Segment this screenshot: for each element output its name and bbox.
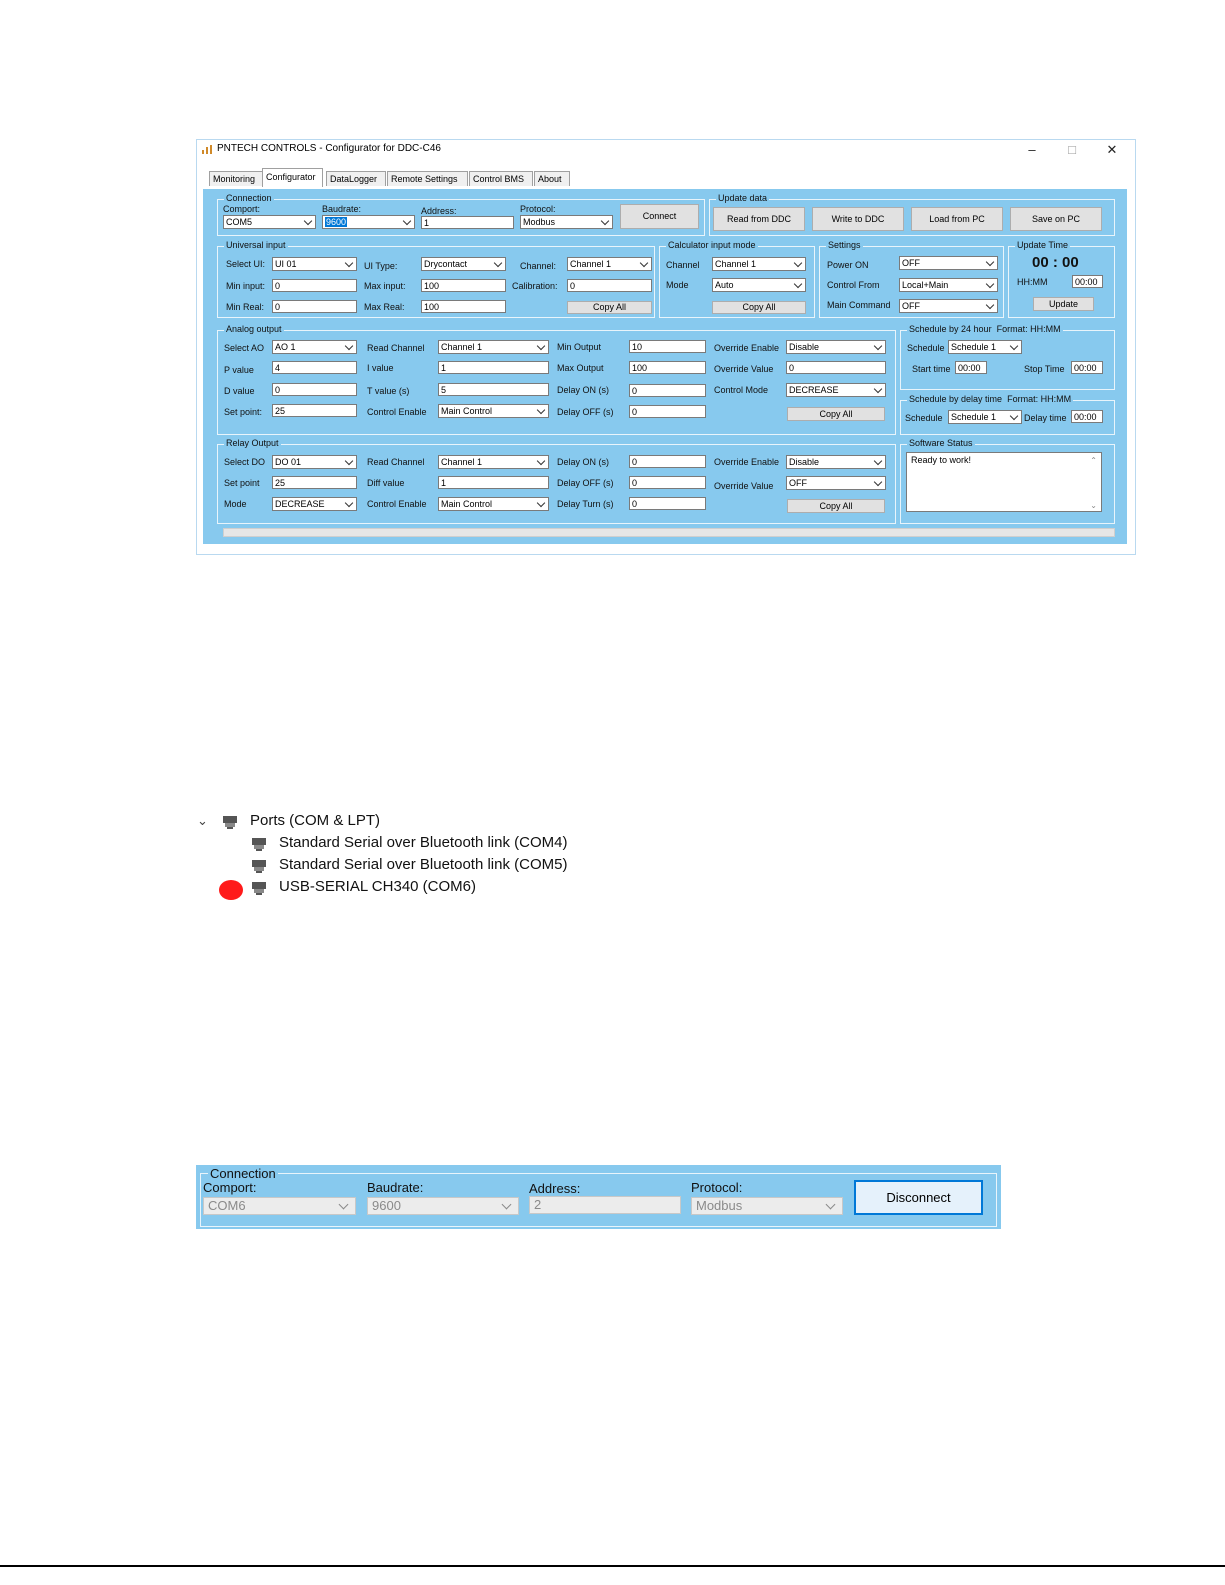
comport-select-disabled[interactable] — [203, 1197, 356, 1215]
min-real-label: Min Real: — [226, 302, 265, 312]
chevron-down-icon — [537, 499, 545, 507]
select-ao-value: AO 1 — [275, 342, 296, 352]
chevron-down-icon — [986, 258, 994, 266]
configurator-window — [196, 139, 1136, 555]
address-input[interactable]: 1 — [421, 216, 514, 229]
connection-title: Connection — [226, 193, 272, 203]
hhmm-label: HH:MM — [1017, 277, 1048, 287]
schedule-delay-value: Schedule 1 — [951, 412, 997, 422]
ao-override-enable-dropdown[interactable] — [786, 340, 886, 354]
ao-control-enable-label: Control Enable — [367, 407, 427, 417]
schedule-delay-format: Format: HH:MM — [1007, 394, 1072, 404]
delay-time-label: Delay time — [1024, 413, 1067, 423]
do-control-enable-value: Main Control — [441, 499, 493, 509]
baudrate-value: 9600 — [326, 217, 347, 227]
protocol-select[interactable] — [520, 215, 613, 229]
protocol-value-2: Modbus — [696, 1198, 743, 1213]
connection-title-2: Connection — [210, 1166, 276, 1181]
do-delay-on-input[interactable]: 0 — [629, 455, 706, 468]
control-mode-label: Control Mode — [714, 385, 769, 395]
ao-read-channel-label: Read Channel — [367, 343, 425, 353]
schedule-delay-label: Schedule — [905, 413, 943, 423]
max-input-label: Max input: — [364, 281, 406, 291]
schedule-24h-label: Schedule — [907, 343, 945, 353]
chevron-down-icon — [874, 478, 882, 486]
chevron-down-icon — [502, 1200, 512, 1210]
calc-mode-label: Mode — [666, 280, 689, 290]
p-value-input[interactable]: 4 — [272, 361, 357, 374]
main-command-value: OFF — [902, 301, 920, 311]
power-on-dropdown[interactable] — [899, 256, 998, 270]
baudrate-select-disabled[interactable] — [367, 1197, 519, 1215]
tab-control-bms[interactable]: Control BMS — [469, 171, 533, 186]
delay-time-input[interactable]: 00:00 — [1071, 410, 1103, 423]
serial-port-icon — [251, 859, 267, 873]
channel-label: Channel: — [520, 261, 557, 271]
do-mode-label: Mode — [224, 499, 247, 509]
protocol-select-disabled[interactable] — [691, 1197, 843, 1215]
ao-override-value-label: Override Value — [714, 364, 774, 374]
min-output-input[interactable]: 10 — [629, 340, 706, 353]
connect-button[interactable]: Connect — [620, 204, 699, 229]
device-com5[interactable]: Standard Serial over Bluetooth link (COM5) — [279, 856, 568, 873]
min-output-label: Min Output — [557, 342, 602, 352]
app-icon — [201, 144, 213, 155]
ui-type-value: Drycontact — [424, 259, 468, 269]
load-from-pc-button[interactable]: Load from PC — [911, 207, 1003, 231]
calc-copy-all-button[interactable]: Copy All — [712, 301, 806, 314]
chevron-down-icon — [794, 280, 802, 288]
configurator-panel — [201, 187, 1129, 546]
update-time-title: Update Time — [1017, 240, 1069, 250]
ui-type-label: UI Type: — [364, 261, 398, 271]
d-value-label: D value — [224, 386, 255, 396]
analog-output-title: Analog output — [226, 324, 282, 334]
delay-turn-label: Delay Turn (s) — [557, 499, 614, 509]
select-do-dropdown[interactable] — [272, 455, 357, 469]
tab-configurator[interactable]: Configurator — [262, 168, 323, 187]
title-bar — [197, 140, 1135, 160]
do-read-channel-dropdown[interactable] — [438, 455, 549, 469]
do-override-value-label: Override Value — [714, 481, 774, 491]
ports-category-label[interactable]: Ports (COM & LPT) — [250, 812, 381, 829]
disconnect-button[interactable]: Disconnect — [854, 1180, 983, 1215]
connection-disconnect-panel — [196, 1165, 1001, 1229]
stop-time-label: Stop Time — [1024, 364, 1065, 374]
chevron-down-icon — [304, 217, 312, 225]
max-real-label: Max Real: — [364, 302, 405, 312]
baudrate-label: Baudrate: — [322, 204, 362, 214]
do-read-channel-label: Read Channel — [367, 457, 425, 467]
tab-about[interactable]: About — [534, 171, 570, 186]
do-override-enable-dropdown[interactable] — [786, 455, 886, 469]
chevron-down-icon — [874, 385, 882, 393]
relay-output-title: Relay Output — [226, 438, 279, 448]
ao-set-point-input[interactable]: 25 — [272, 404, 357, 417]
comport-select[interactable] — [223, 215, 316, 229]
schedule-24h-format: Format: HH:MM — [996, 324, 1061, 334]
chevron-down-icon — [345, 457, 353, 465]
control-from-dropdown[interactable] — [899, 278, 998, 292]
schedule-delay-dropdown[interactable] — [948, 410, 1022, 424]
maximize-button[interactable]: □ — [1068, 142, 1076, 157]
chevron-down-icon — [601, 217, 609, 225]
do-override-enable-label: Override Enable — [714, 457, 780, 467]
chevron-down-icon — [537, 457, 545, 465]
ao-delay-on-label: Delay ON (s) — [557, 385, 610, 395]
t-value-label: T value (s) — [367, 386, 410, 396]
schedule-delay-title — [907, 394, 1073, 404]
start-time-input[interactable]: 00:00 — [955, 361, 987, 374]
hhmm-input[interactable]: 00:00 — [1072, 275, 1103, 288]
close-button[interactable]: ✕ — [1106, 142, 1118, 157]
chevron-down-icon — [345, 259, 353, 267]
d-value-input[interactable]: 0 — [272, 383, 357, 396]
tab-monitoring[interactable]: Monitoring — [209, 171, 263, 186]
control-from-value: Local+Main — [902, 280, 949, 290]
min-input-field[interactable]: 0 — [272, 279, 357, 292]
do-copy-all-button[interactable]: Copy All — [787, 499, 885, 513]
max-output-label: Max Output — [557, 363, 604, 373]
diff-value-input[interactable]: 1 — [438, 476, 549, 489]
main-command-dropdown[interactable] — [899, 299, 998, 313]
scroll-down-icon[interactable]: ⌄ — [1090, 501, 1097, 510]
read-from-ddc-button[interactable]: Read from DDC — [713, 207, 805, 231]
schedule-24h-dropdown[interactable] — [948, 340, 1022, 354]
do-mode-value: DECREASE — [275, 499, 325, 509]
baudrate-value-2: 9600 — [372, 1198, 401, 1213]
delay-turn-input[interactable]: 0 — [629, 497, 706, 510]
channel-value: Channel 1 — [570, 259, 612, 269]
do-delay-on-label: Delay ON (s) — [557, 457, 610, 467]
device-com6[interactable]: USB-SERIAL CH340 (COM6) — [279, 878, 476, 895]
select-ao-dropdown[interactable] — [272, 340, 357, 354]
do-override-value-dropdown[interactable] — [786, 476, 886, 490]
write-to-ddc-button[interactable]: Write to DDC — [812, 207, 904, 231]
chevron-down-icon — [537, 342, 545, 350]
schedule-24h-value: Schedule 1 — [951, 342, 997, 352]
address-label-2: Address: — [529, 1181, 581, 1196]
do-delay-off-label: Delay OFF (s) — [557, 478, 614, 488]
select-ui-label: Select UI: — [226, 259, 266, 269]
calibration-field[interactable]: 0 — [567, 279, 652, 292]
address-label: Address: — [421, 206, 457, 216]
power-on-label: Power ON — [827, 260, 869, 270]
select-do-label: Select DO — [224, 457, 266, 467]
baudrate-label-2: Baudrate: — [367, 1180, 424, 1195]
t-value-input[interactable]: 5 — [438, 383, 549, 396]
ao-delay-on-input[interactable]: 0 — [629, 384, 706, 397]
select-ui-dropdown[interactable] — [272, 257, 357, 271]
progress-bar — [223, 528, 1115, 537]
baudrate-select[interactable] — [322, 215, 415, 229]
chevron-down-icon — [874, 457, 882, 465]
chevron-down-icon — [494, 259, 502, 267]
calc-mode-dropdown[interactable] — [712, 278, 806, 292]
schedule-24h-group — [900, 324, 1115, 390]
device-com4[interactable]: Standard Serial over Bluetooth link (COM4) — [279, 834, 568, 851]
do-override-value-value: OFF — [789, 478, 807, 488]
calc-channel-dropdown[interactable] — [712, 257, 806, 271]
protocol-value: Modbus — [523, 217, 556, 227]
do-control-enable-dropdown[interactable] — [438, 497, 549, 511]
calculator-input-title: Calculator input mode — [668, 240, 756, 250]
do-override-enable-value: Disable — [789, 457, 820, 467]
serial-port-icon — [251, 881, 267, 895]
tab-remote-settings[interactable]: Remote Settings — [387, 171, 468, 186]
chevron-down-icon — [986, 280, 994, 288]
min-input-label: Min input: — [226, 281, 266, 291]
comport-label: Comport: — [223, 204, 261, 214]
window-title: PNTECH CONTROLS - Configurator for DDC-C46 — [217, 143, 441, 154]
max-output-input[interactable]: 100 — [629, 361, 706, 374]
schedule-24h-title-text: Schedule by 24 hour — [909, 324, 992, 334]
schedule-delay-title-text: Schedule by delay time — [909, 394, 1003, 404]
main-command-label: Main Command — [827, 300, 891, 310]
clock-display: 00 : 00 — [1032, 254, 1079, 271]
chevron-down-icon — [537, 406, 545, 414]
comport-label-2: Comport: — [203, 1180, 257, 1195]
red-highlight-marker — [219, 880, 243, 900]
do-delay-off-input[interactable]: 0 — [629, 476, 706, 489]
status-textbox[interactable] — [906, 452, 1102, 512]
max-input-field[interactable]: 100 — [421, 279, 506, 292]
diff-value-label: Diff value — [367, 478, 405, 488]
chevron-down-icon — [403, 217, 411, 225]
ao-copy-all-button[interactable]: Copy All — [787, 407, 885, 421]
minimize-button[interactable]: – — [1028, 142, 1036, 157]
save-on-pc-button[interactable]: Save on PC — [1010, 207, 1102, 231]
protocol-label: Protocol: — [520, 204, 556, 214]
universal-input-title: Universal input — [226, 240, 286, 250]
ao-control-mode-value: DECREASE — [789, 385, 839, 395]
chevron-down-icon — [640, 259, 648, 267]
start-time-label: Start time — [912, 364, 951, 374]
schedule-24h-title — [907, 324, 1063, 334]
select-ao-label: Select AO — [224, 343, 265, 353]
i-value-label: I value — [367, 363, 394, 373]
ao-override-enable-label: Override Enable — [714, 343, 780, 353]
p-value-label: P value — [224, 365, 254, 375]
status-text: Ready to work! — [911, 455, 972, 465]
i-value-input[interactable]: 1 — [438, 361, 549, 374]
chevron-down-icon — [339, 1200, 349, 1210]
comport-value-2: COM6 — [208, 1198, 246, 1213]
software-status-title: Software Status — [909, 438, 973, 448]
port-category-icon — [222, 815, 238, 829]
page-bottom-rule — [0, 1565, 1225, 1567]
do-set-point-input[interactable]: 25 — [272, 476, 357, 489]
ao-control-enable-dropdown[interactable] — [438, 404, 549, 418]
select-ui-value: UI 01 — [275, 259, 297, 269]
scroll-up-icon[interactable]: ⌃ — [1090, 456, 1097, 465]
update-data-title: Update data — [718, 193, 768, 203]
control-from-label: Control From — [827, 280, 880, 290]
do-control-enable-label: Control Enable — [367, 499, 427, 509]
calibration-label: Calibration: — [512, 281, 558, 291]
calc-channel-value: Channel 1 — [715, 259, 757, 269]
chevron-down-icon — [1010, 412, 1018, 420]
min-real-field[interactable]: 0 — [272, 300, 357, 313]
channel-dropdown[interactable] — [567, 257, 652, 271]
calc-channel-label: Channel — [666, 260, 700, 270]
tab-datalogger[interactable]: DataLogger — [326, 171, 386, 186]
collapse-chevron-icon[interactable]: ⌄ — [197, 813, 208, 828]
serial-port-icon — [251, 837, 267, 851]
chevron-down-icon — [345, 499, 353, 507]
ao-read-channel-value: Channel 1 — [441, 342, 483, 352]
chevron-down-icon — [345, 342, 353, 350]
ao-control-mode-dropdown[interactable] — [786, 383, 886, 397]
ao-delay-off-input[interactable]: 0 — [629, 405, 706, 418]
do-mode-dropdown[interactable] — [272, 497, 357, 511]
ui-type-dropdown[interactable] — [421, 257, 506, 271]
power-on-value: OFF — [902, 258, 920, 268]
chevron-down-icon — [794, 259, 802, 267]
select-do-value: DO 01 — [275, 457, 302, 467]
comport-value: COM5 — [226, 217, 253, 227]
chevron-down-icon — [826, 1200, 836, 1210]
max-real-field[interactable]: 100 — [421, 300, 506, 313]
settings-title: Settings — [828, 240, 861, 250]
do-set-point-label: Set point — [224, 478, 260, 488]
ui-copy-all-button[interactable]: Copy All — [567, 301, 652, 314]
chevron-down-icon — [986, 301, 994, 309]
ao-set-point-label: Set point: — [224, 407, 263, 417]
ao-control-enable-value: Main Control — [441, 406, 493, 416]
ao-override-enable-value: Disable — [789, 342, 820, 352]
chevron-down-icon — [874, 342, 882, 350]
do-read-channel-value: Channel 1 — [441, 457, 483, 467]
chevron-down-icon — [1010, 342, 1018, 350]
address-input-disabled[interactable]: 2 — [529, 1196, 681, 1214]
ao-delay-off-label: Delay OFF (s) — [557, 407, 614, 417]
protocol-label-2: Protocol: — [691, 1180, 743, 1195]
ao-override-value-input[interactable]: 0 — [786, 361, 886, 374]
stop-time-input[interactable]: 00:00 — [1071, 361, 1103, 374]
ao-read-channel-dropdown[interactable] — [438, 340, 549, 354]
update-time-button[interactable]: Update — [1033, 297, 1094, 311]
calc-mode-value: Auto — [715, 280, 734, 290]
